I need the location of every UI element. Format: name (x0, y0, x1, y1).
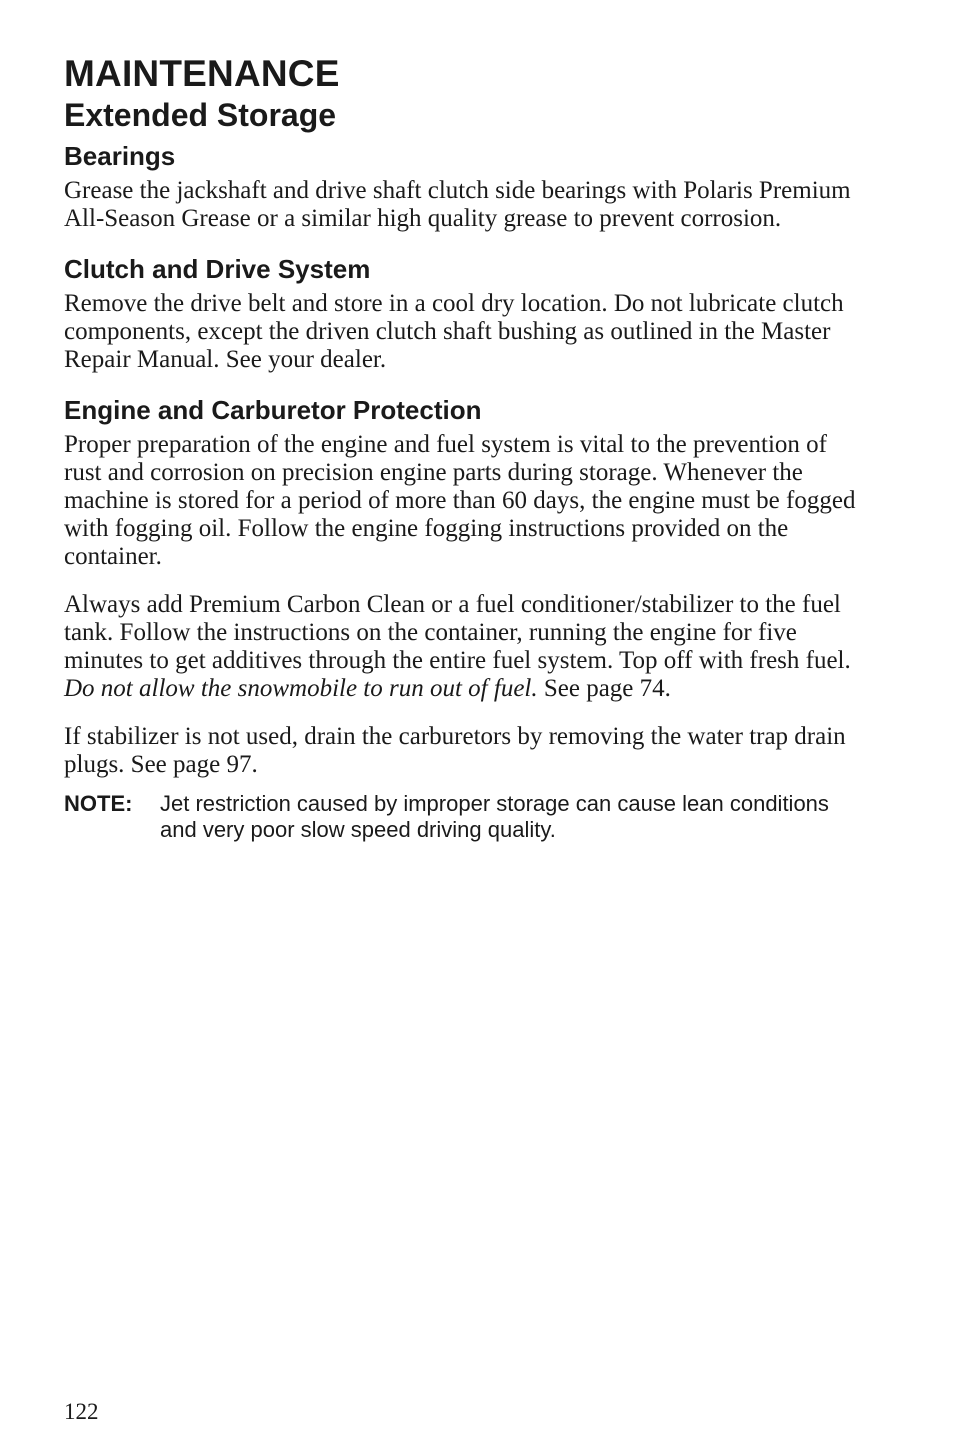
subsection-title: Extended Storage (64, 97, 337, 133)
note-text: Jet restriction caused by improper storage can cause lean conditions and very poor slow speed driving quality. (160, 791, 829, 842)
section-title: MAINTENANCE (64, 53, 340, 94)
page-number: 122 (64, 1399, 99, 1424)
clutch-heading: Clutch and Drive System (64, 254, 371, 284)
engine-heading: Engine and Carburetor Protection (64, 395, 482, 425)
engine-paragraph-3: If stabilizer is not used, drain the carburetors by removing the water trap drain plugs. See page 97. (64, 723, 846, 778)
bearings-heading: Bearings (64, 141, 176, 171)
engine-paragraph-2-warning: Do not allow the snowmobile to run out of fuel. (64, 675, 538, 702)
note-label: NOTE: (64, 791, 133, 816)
engine-paragraph-1: Proper preparation of the engine and fuel system is vital to the prevention of rust and corrosion on precision engine parts during storage. Whenever the machine is stored for a period of more than 60 days, the engine must be fogged with fogging oil. Follow the engine fogging instructions provided on the container. (64, 431, 856, 570)
clutch-section (64, 253, 864, 374)
engine-paragraph-2-reference: See page 74. (537, 675, 671, 702)
clutch-text: Remove the drive belt and store in a cool dry location. Do not lubricate clutch components, except the driven clutch shaft bushing as outlined in the Master Repair Manual. See your dealer. (64, 290, 844, 373)
bearings-text: Grease the jackshaft and drive shaft clutch side bearings with Polaris Premium All-Season Grease or a similar high quality grease to prevent corrosion. (64, 177, 851, 232)
engine-section (64, 394, 864, 843)
engine-paragraph-2 (64, 591, 864, 703)
engine-paragraph-2-text: Always add Premium Carbon Clean or a fuel conditioner/stabilizer to the fuel tank. Follow the instructions on the container, running the engine for five minutes to get additives through the entire fuel system. Top off with fresh fuel. (64, 591, 851, 674)
page-content (64, 52, 864, 863)
bearings-section (64, 140, 864, 233)
note-box (64, 791, 864, 843)
